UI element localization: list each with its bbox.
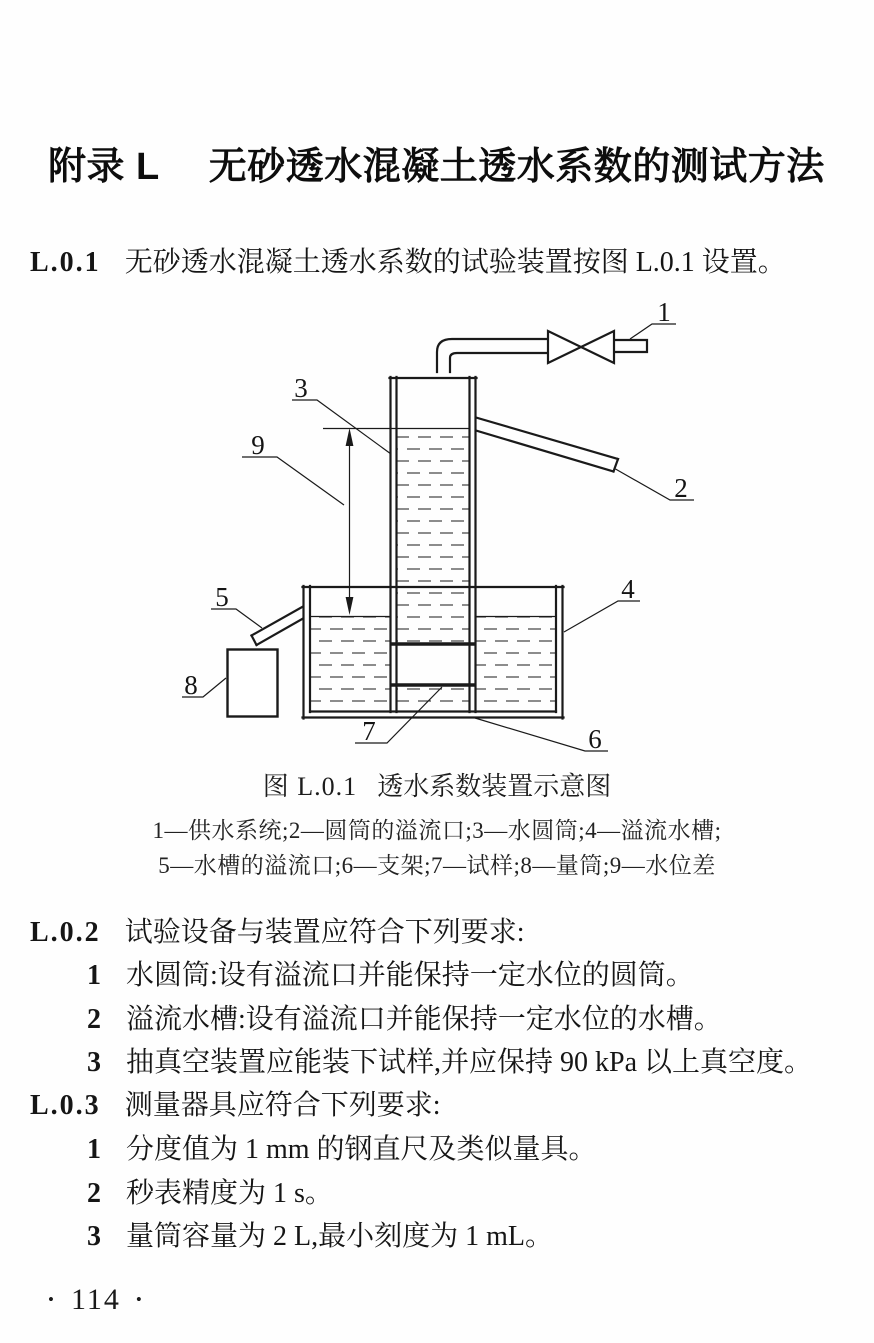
section-L02 bbox=[30, 916, 524, 950]
appendix-title-text: 无砂透水混凝土透水系数的测试方法 bbox=[208, 146, 825, 188]
page-title bbox=[48, 145, 825, 189]
list-item bbox=[87, 1003, 722, 1037]
section-label: L.0.2 bbox=[30, 917, 101, 948]
figure-label-6: 6 bbox=[588, 724, 602, 754]
item-text: 秒表精度为 1 s。 bbox=[126, 1178, 333, 1209]
section-text: 无砂透水混凝土透水系数的试验装置按图 L.0.1 设置。 bbox=[124, 247, 786, 278]
item-text: 溢流水槽:设有溢流口并能保持一定水位的水槽。 bbox=[126, 1004, 722, 1035]
section-text: 试验设备与装置应符合下列要求: bbox=[124, 917, 525, 948]
figure-caption bbox=[0, 772, 874, 802]
figure-label-1: 1 bbox=[657, 300, 671, 327]
list-item bbox=[87, 959, 694, 993]
page-number-value: 114 bbox=[70, 1283, 121, 1316]
item-text: 抽真空装置应能装下试样,并应保持 90 kPa 以上真空度。 bbox=[126, 1047, 813, 1078]
item-text: 量筒容量为 2 L,最小刻度为 1 mL。 bbox=[126, 1221, 553, 1252]
figure-legend-line1: 1—供水系统;2—圆筒的溢流口;3—水圆筒;4—溢流水槽; bbox=[152, 818, 722, 843]
cylinder-overflow-pipe bbox=[476, 418, 618, 472]
valve-icon bbox=[548, 331, 614, 363]
apparatus-diagram bbox=[150, 300, 730, 770]
water-supply-pipe bbox=[437, 339, 647, 372]
section-label: L.0.3 bbox=[30, 1090, 101, 1121]
section-L03 bbox=[30, 1089, 440, 1123]
water-fill bbox=[311, 429, 556, 711]
item-text: 水圆筒:设有溢流口并能保持一定水位的圆筒。 bbox=[126, 960, 694, 991]
figure-label-7: 7 bbox=[362, 716, 376, 746]
figure-label-8: 8 bbox=[184, 670, 198, 700]
section-L01 bbox=[30, 246, 786, 280]
item-number: 2 bbox=[87, 1004, 101, 1035]
section-text: 测量器具应符合下列要求: bbox=[124, 1090, 441, 1121]
item-number: 3 bbox=[87, 1221, 101, 1252]
figure-label-9: 9 bbox=[251, 430, 265, 460]
list-item bbox=[87, 1133, 597, 1167]
page-number-dot-right: • bbox=[135, 1290, 144, 1309]
item-text: 分度值为 1 mm 的钢直尺及类似量具。 bbox=[126, 1134, 597, 1165]
figure-label-4: 4 bbox=[621, 574, 635, 604]
item-number: 3 bbox=[87, 1047, 101, 1078]
specimen bbox=[391, 644, 476, 685]
item-number: 1 bbox=[87, 1134, 101, 1165]
figure-legend-line2: 5—水槽的溢流口;6—支架;7—试样;8—量筒;9—水位差 bbox=[158, 853, 716, 878]
figure-label-5: 5 bbox=[215, 582, 229, 612]
figure-number: 图 L.0.1 bbox=[262, 772, 358, 801]
figure-label-2: 2 bbox=[674, 473, 688, 503]
figure-caption-text: 透水系数装置示意图 bbox=[377, 772, 612, 801]
page-number-dot-left: • bbox=[48, 1290, 56, 1309]
list-item bbox=[87, 1220, 553, 1254]
appendix-label: 附录 L bbox=[48, 146, 160, 188]
section-label: L.0.1 bbox=[30, 247, 101, 278]
measuring-cylinder bbox=[228, 650, 278, 717]
figure-label-3: 3 bbox=[294, 373, 308, 403]
list-item bbox=[87, 1177, 333, 1211]
item-number: 1 bbox=[87, 960, 101, 991]
list-item bbox=[87, 1046, 812, 1080]
page-number bbox=[48, 1283, 144, 1317]
item-number: 2 bbox=[87, 1178, 101, 1209]
